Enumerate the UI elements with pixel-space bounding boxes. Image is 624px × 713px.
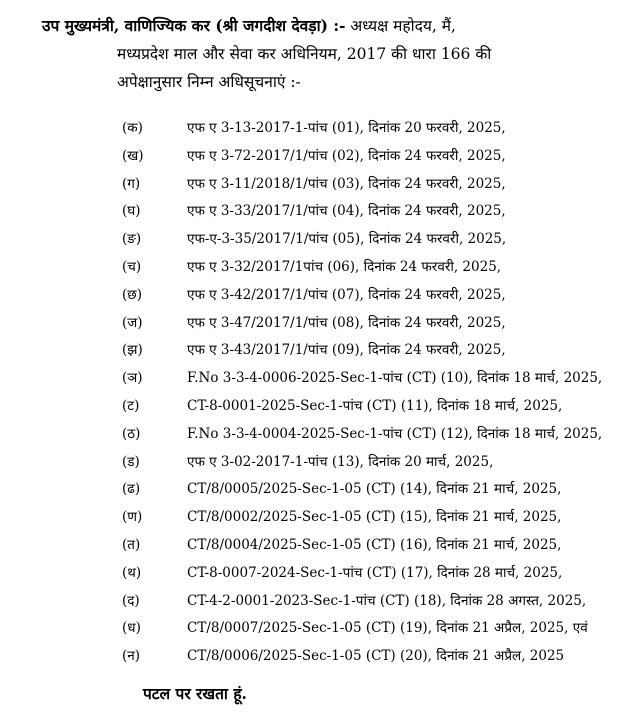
- list-item-marker: (थ): [122, 564, 142, 581]
- list-item-text: एफ ए 3-32/2017/1पांच (06), दिनांक 24 फरवरी, 2025,: [187, 259, 502, 275]
- list-item-text: CT-8-0001-2025-Sec-1-पांच (CT) (11), दिनांक 18 मार्च, 2025,: [187, 398, 563, 414]
- list-item-text: CT/8/0004/2025-Sec-1-05 (CT) (16), दिनांक 21 मार्च, 2025,: [187, 537, 562, 553]
- list-item-text: एफ ए 3-47/2017/1/पांच (08), दिनांक 24 फरवरी, 2025,: [187, 314, 506, 331]
- intro-line-1-rest: अध्यक्ष महोदय, मैं,: [345, 17, 456, 35]
- list-item-marker: (ञ): [122, 370, 143, 387]
- list-item: [0, 313, 624, 341]
- list-item-marker: (द): [122, 592, 140, 609]
- list-item-text: एफ ए 3-13-2017-1-पांच (01), दिनांक 20 फरवरी, 2025,: [187, 120, 506, 136]
- list-item-marker: (ग): [122, 175, 141, 192]
- list-item: [0, 535, 624, 563]
- list-item: [0, 285, 624, 313]
- list-item-text: एफ ए 3-33/2017/1/पांच (04), दिनांक 24 फरवरी, 2025,: [187, 203, 506, 220]
- list-item-text: F.No 3-3-4-0006-2025-Sec-1-पांच (CT) (10), दिनांक 18 मार्च, 2025,: [187, 370, 603, 387]
- list-item-text: CT/8/0005/2025-Sec-1-05 (CT) (14), दिनांक 21 मार्च, 2025,: [187, 481, 562, 498]
- list-item-marker: (क): [122, 120, 143, 136]
- list-item-text: एफ-ए-3-35/2017/1/पांच (05), दिनांक 24 फरवरी, 2025,: [187, 231, 507, 248]
- list-item: [0, 618, 624, 646]
- list-item: [0, 507, 624, 535]
- closing-line: पटल पर रखता हूं.: [143, 684, 247, 703]
- list-item-text: एफ ए 3-11/2018/1/पांच (03), दिनांक 24 फरवरी, 2025,: [187, 175, 506, 192]
- list-item: [0, 257, 624, 285]
- list-item-text: एफ ए 3-72-2017/1/पांच (02), दिनांक 24 फरवरी, 2025,: [187, 147, 506, 164]
- list-item-marker: (ध): [122, 620, 141, 637]
- list-item: [0, 368, 624, 396]
- list-item-marker: (छ): [122, 286, 142, 303]
- intro-line-2: मध्यप्रदेश माल और सेवा कर अधिनियम, 2017 की धारा 166 की: [117, 45, 492, 63]
- list-item: [0, 201, 624, 229]
- list-item-text: F.No 3-3-4-0004-2025-Sec-1-पांच (CT) (12), दिनांक 18 मार्च, 2025,: [187, 425, 603, 442]
- speaker-name: उप मुख्यमंत्री, वाणिज्यिक कर (श्री जगदीश देवड़ा) :-: [42, 16, 346, 35]
- list-item: [0, 563, 624, 591]
- list-item-marker: (च): [122, 259, 142, 275]
- list-item-marker: (ख): [122, 147, 144, 164]
- list-item: [0, 396, 624, 424]
- list-item: [0, 118, 624, 146]
- list-item-text: CT/8/0006/2025-Sec-1-05 (CT) (20), दिनांक 21 अप्रैल, 2025: [187, 648, 565, 665]
- list-item: [0, 229, 624, 257]
- list-item-marker: (न): [122, 648, 141, 665]
- list-item-text: CT/8/0007/2025-Sec-1-05 (CT) (19), दिनांक 21 अप्रैल, 2025, एवं: [187, 620, 588, 637]
- list-item: [0, 646, 624, 674]
- list-item: [0, 591, 624, 619]
- list-item: [0, 452, 624, 480]
- list-item-marker: (घ): [122, 203, 141, 220]
- list-item-text: एफ ए 3-43/2017/1/पांच (09), दिनांक 24 फरवरी, 2025,: [187, 342, 506, 359]
- list-item-marker: (ठ): [122, 425, 141, 442]
- list-item: [0, 479, 624, 507]
- list-item-text: CT-4-2-0001-2023-Sec-1-पांच (CT) (18), दिनांक 28 अगस्त, 2025,: [187, 592, 587, 609]
- list-item: [0, 340, 624, 368]
- list-item-text: CT/8/0002/2025-Sec-1-05 (CT) (15), दिनांक 21 मार्च, 2025,: [187, 509, 562, 526]
- list-item-marker: (ण): [122, 509, 143, 526]
- intro-paragraph: [42, 12, 612, 96]
- list-item-marker: (त): [122, 537, 141, 553]
- list-item-marker: (ङ): [122, 231, 142, 248]
- list-item: [0, 146, 624, 174]
- list-item-text: एफ ए 3-42/2017/1/पांच (07), दिनांक 24 फरवरी, 2025,: [187, 286, 506, 303]
- list-item-marker: (ढ): [122, 481, 141, 498]
- list-item-marker: (ट): [122, 398, 140, 414]
- list-item-marker: (ज): [122, 314, 143, 331]
- intro-line-1: [42, 12, 612, 40]
- list-item-marker: (झ): [122, 342, 143, 359]
- list-item-text: CT-8-0007-2024-Sec-1-पांच (CT) (17), दिनांक 28 मार्च, 2025,: [187, 564, 563, 581]
- list-item: [0, 174, 624, 202]
- intro-line-3: अपेक्षानुसार निम्न अधिसूचनाएं :-: [117, 73, 301, 91]
- list-item-marker: (ड): [122, 453, 140, 470]
- list-item: [0, 424, 624, 452]
- list-item-text: एफ ए 3-02-2017-1-पांच (13), दिनांक 20 मार्च, 2025,: [187, 453, 494, 470]
